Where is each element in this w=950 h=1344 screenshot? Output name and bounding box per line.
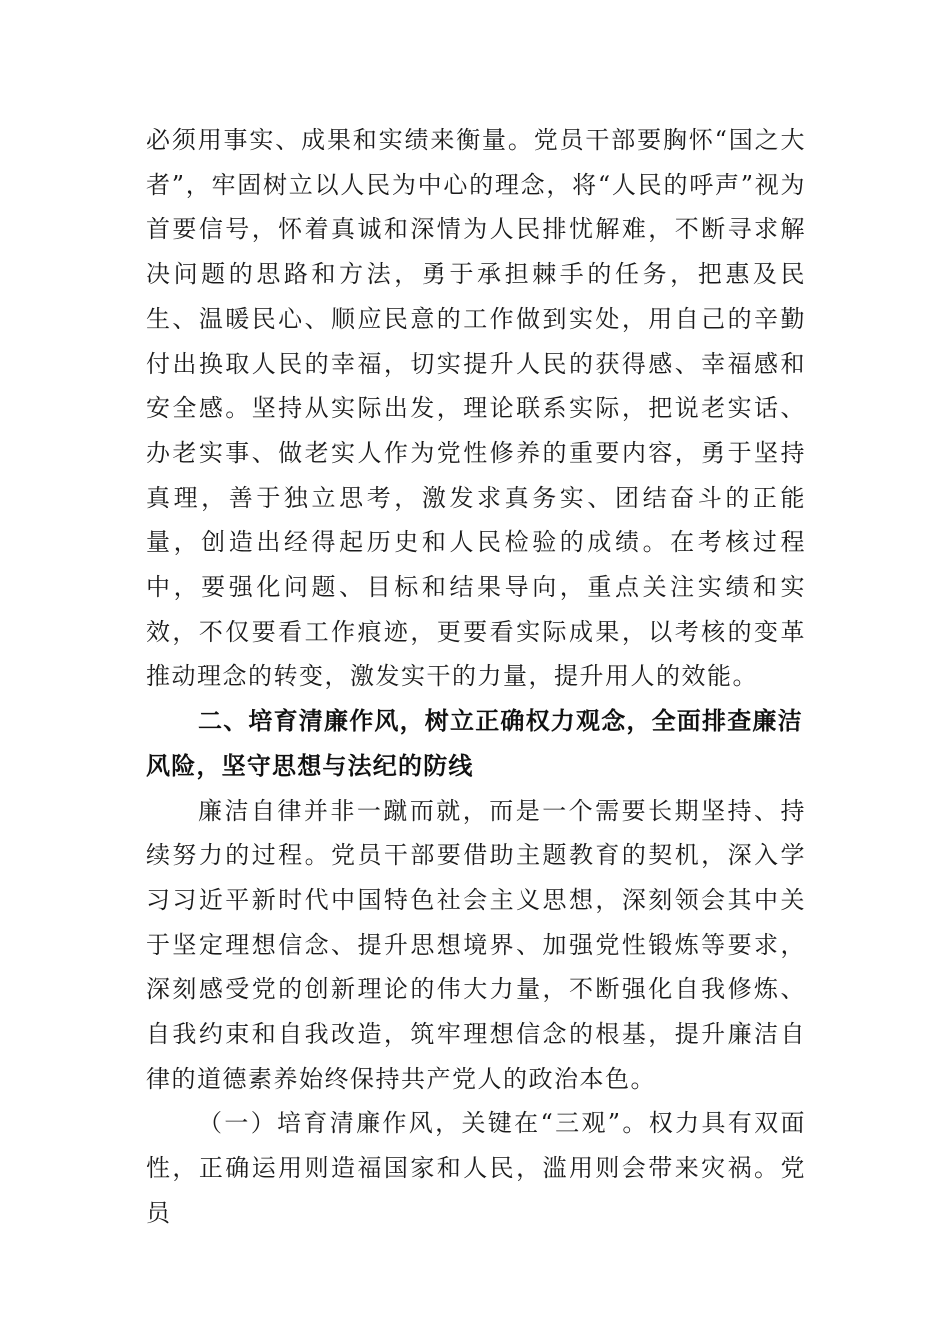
paragraph-integrity-self-discipline: 廉洁自律并非一蹴而就，而是一个需要长期坚持、持续努力的过程。党员干部要借助主题教育的契机，深入学习习近平新时代中国特色社会主义思想，深刻领会其中关于坚定理想信念、提升思想境界、加强党性锻炼等要求，深刻感受党的创新理论的伟大力量，不断强化自我修炼、自我约束和自我改造，筑牢理想信念的根基，提升廉洁自律的道德素养始终保持共产党人的政治本色。 — [146, 796, 806, 1093]
paragraph-subsection-1: （一）培育清廉作风，关键在“三观”。权力具有双面性，正确运用则造福国家和人民，滥用则会带来灾祸。党员 — [146, 1109, 806, 1227]
paragraph-continuation: 必须用事实、成果和实绩来衡量。党员干部要胸怀“国之大者”，牢固树立以人民为中心的理念，将“人民的呼声”视为首要信号，怀着真诚和深情为人民排忧解难，不断寻求解决问题的思路和方法，勇于承担棘手的任务，把惠及民生、温暖民心、顺应民意的工作做到实处，用自己的辛勤付出换取人民的幸福，切实提升人民的获得感、幸福感和安全感。坚持从实际出发，理论联系实际，把说老实话、办老实事、做老实人作为党性修养的重要内容，勇于坚持真理，善于独立思考，激发求真务实、团结奋斗的正能量，创造出经得起历史和人民检验的成绩。在考核过程中，要强化问题、目标和结果导向，重点关注实绩和实效，不仅要看工作痕迹，更要看实际成果，以考核的变革推动理念的转变，激发实干的力量，提升用人的效能。 — [146, 126, 806, 691]
document-body — [146, 118, 806, 1236]
section-heading-2: 二、培育清廉作风，树立正确权力观念，全面排查廉洁风险，坚守思想与法纪的防线 — [146, 707, 803, 780]
